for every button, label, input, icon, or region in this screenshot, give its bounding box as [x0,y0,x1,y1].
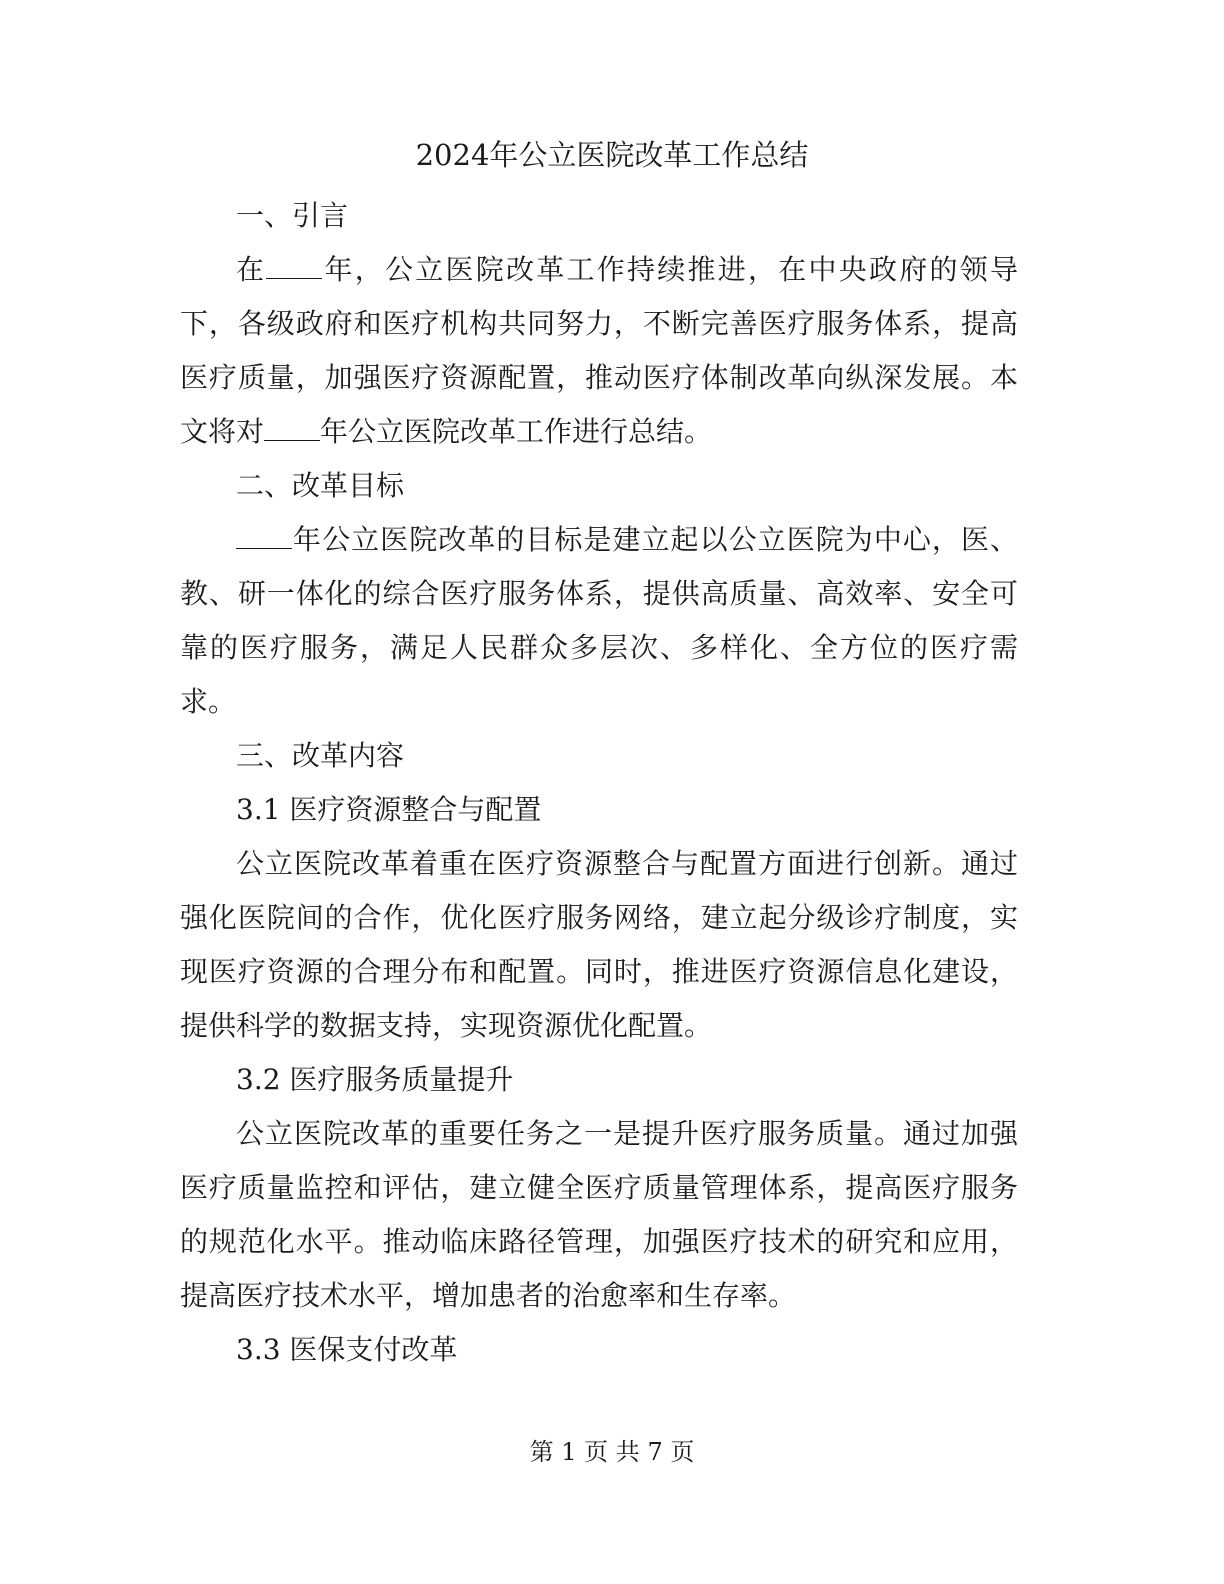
blank-underline [236,523,292,549]
section-heading: 一、引言 [236,199,349,232]
paragraph: 公立医院改革的重要任务之一是提升医疗服务质量。通过加强医疗质量监控和评估，建立健全医疗质量管理体系，提高医疗服务的规范化水平。推动临床路径管理，加强医疗技术的研究和应用，提高医疗技术水平，增加患者的治愈率和生存率。 [180,1117,1018,1312]
subsection-heading: 3.3 医保支付改革 [236,1333,458,1366]
page-footer: 第 1 页 共 7 页 [529,1438,695,1466]
section-heading: 三、改革内容 [236,739,405,772]
document-body [180,189,1018,1377]
section-heading: 二、改革目标 [236,469,405,502]
paragraph: 年公立医院改革的目标是建立起以公立医院为中心，医、教、研一体化的综合医疗服务体系，提供高质量、高效率、安全可靠的医疗服务，满足人民群众多层次、多样化、全方位的医疗需求。 [180,523,1018,718]
page-title: 2024年公立医院改革工作总结 [415,138,809,172]
paragraph: 在 年，公立医院改革工作持续推进，在中央政府的领导下，各级政府和医疗机构共同努力，不断完善医疗服务体系，提高医疗质量，加强医疗资源配置，推动医疗体制改革向纵深发展。本文将对 年公立医院改革工作进行总结。 [180,253,1018,448]
subsection-heading: 3.1 医疗资源整合与配置 [236,793,542,826]
blank-underline [266,253,322,279]
blank-underline [264,415,320,441]
paragraph: 公立医院改革着重在医疗资源整合与配置方面进行创新。通过强化医院间的合作，优化医疗服务网络，建立起分级诊疗制度，实现医疗资源的合理分布和配置。同时，推进医疗资源信息化建设，提供科学的数据支持，实现资源优化配置。 [180,847,1018,1042]
subsection-heading: 3.2 医疗服务质量提升 [236,1063,514,1096]
